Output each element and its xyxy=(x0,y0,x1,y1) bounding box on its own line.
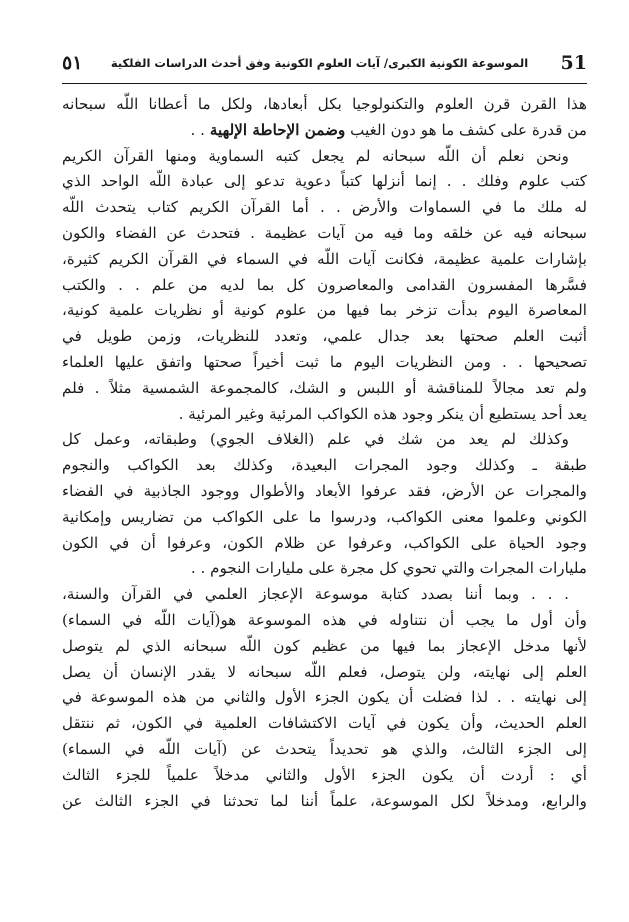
body-text xyxy=(62,92,587,912)
text-run: . . xyxy=(190,120,210,139)
text-line: ونحن نعلم أن اللّه سبحانه لم يجعل كتبه السماوية ومنها القرآن الكريم xyxy=(62,146,569,165)
text-line: كتب علوم وفلك . . إنما أنزلها كتباً دعوية تدعو إلى عبادة اللّه الواحد الذي xyxy=(62,172,587,191)
page-number-latin: 51 xyxy=(560,52,587,74)
text-line: العلم إلى نهايته، ولن يتوصل، فعلم اللّه سبحانه لا يقدر الإنسان أن يصل xyxy=(62,662,587,681)
text-line: تصحيحها . . ومن النظريات اليوم ما ثبت أخيراً صحتها واتفق عليها العلماء xyxy=(62,352,587,371)
text-run: من قدرة على كشف ما هو دون الغيب xyxy=(345,120,587,139)
page-number-arabic: ٥١ xyxy=(62,52,83,74)
text-line: فسَّرها المفسرون القدامى والمعاصرون كل بما لديه من علم . . والكتب xyxy=(62,275,587,294)
text-line: أي : أردت أن يكون الجزء الأول والثاني مدخلاً علمياً للجزء الثالث xyxy=(62,765,587,784)
header-rule xyxy=(62,83,587,84)
text-line: الكوني وعلموا معنى الكواكب، ودرسوا ما على الكواكب من تضاريس وإمكانية xyxy=(62,507,587,526)
text-line: ولم تعد مجالاً للمناقشة أو اللبس و الشك، كالمجموعة الشمسية مثلاً . فلم xyxy=(62,378,587,397)
text-line: طبقة ـ وكذلك وجود المجرات البعيدة، وكذلك بعد الكواكب والنجوم xyxy=(62,456,587,475)
text-line: بإشارات علمية عظيمة، فكانت آيات اللّه في السماء في القرآن الكريم كثيرة، xyxy=(62,249,587,268)
emphasis-phrase: وضمن الإحاطة الإلهية xyxy=(209,120,346,139)
text-line: وجود الحياة على الكواكب، وعرفوا عن ظلام الكون، وعرفوا أن في الكون xyxy=(62,533,587,552)
text-line: سبحانه فيه عن خلقه وما فيه من آيات عظيمة . فتحدث عن الفضاء والكون xyxy=(62,223,587,242)
text-line: له ملك ما في السماوات والأرض . . أما القرآن الكريم كتاب يتحدث اللّه xyxy=(62,198,587,217)
text-line xyxy=(62,118,587,144)
text-line: مليارات المجرات والتي تحوي كل مجرة على مليارات النجوم . . xyxy=(190,559,587,578)
running-title: الموسوعة الكونية الكبرى/ آيات العلوم الكونية وفق أحدث الدراسات الفلكية xyxy=(110,56,529,70)
text-line: إلى نهايته . . لذا فضلت أن يكون الجزء الأول والثاني من هذه الموسوعة في xyxy=(62,688,587,707)
text-line: والرابع، ومدخلاً لكل الموسوعة، علماً أننا لما تحدثنا في الجزء الثالث عن xyxy=(62,791,587,810)
text-line: المعاصرة اليوم بدأت تزخر بما فيها من علوم كونية أو نظريات علمية كونية، xyxy=(62,301,587,320)
text-line: . . . وبما أننا بصدد كتابة موسوعة الإعجاز العلمي في القرآن والسنة، xyxy=(62,585,569,604)
text-line: هذا القرن قرن العلوم والتكنولوجيا بكل أبعادها، ولكل ما أعطانا اللّه سبحانه xyxy=(62,95,587,113)
page-header xyxy=(62,50,587,84)
text-line: أثبت العلم صحتها بعد جدال علمي، وتعدد للنظريات، وزمن طويل في xyxy=(62,327,587,346)
text-line: وكذلك لم يعد من شك في علم (الغلاف الجوي) وطبقاته، وعمل كل xyxy=(62,430,569,449)
text-line: وأن أول ما يجب أن نتناوله في هذه الموسوعة هو(آيات اللّه في السماء) xyxy=(62,610,587,629)
text-line: إلى الجزء الثالث، والذي هو تحديداً يتحدث عن (آيات اللّه في السماء) xyxy=(62,739,587,758)
text-line: لأنها مدخل الإعجاز بما فيها من عظيم كون اللّه سبحانه الذي لم يتوصل xyxy=(62,636,587,655)
text-line: يعد أحد يستطيع أن ينكر وجود هذه الكواكب المرئية وغير المرئية . xyxy=(178,404,587,423)
text-line: العلم الحديث، وأن يكون في آيات الاكتشافات العلمية في الكون، ثم ننتقل xyxy=(62,714,587,733)
text-line: والمجرات عن الأرض، فقد عرفوا الأبعاد والأطوال ووجود الجاذبية في الفضاء xyxy=(62,481,587,500)
